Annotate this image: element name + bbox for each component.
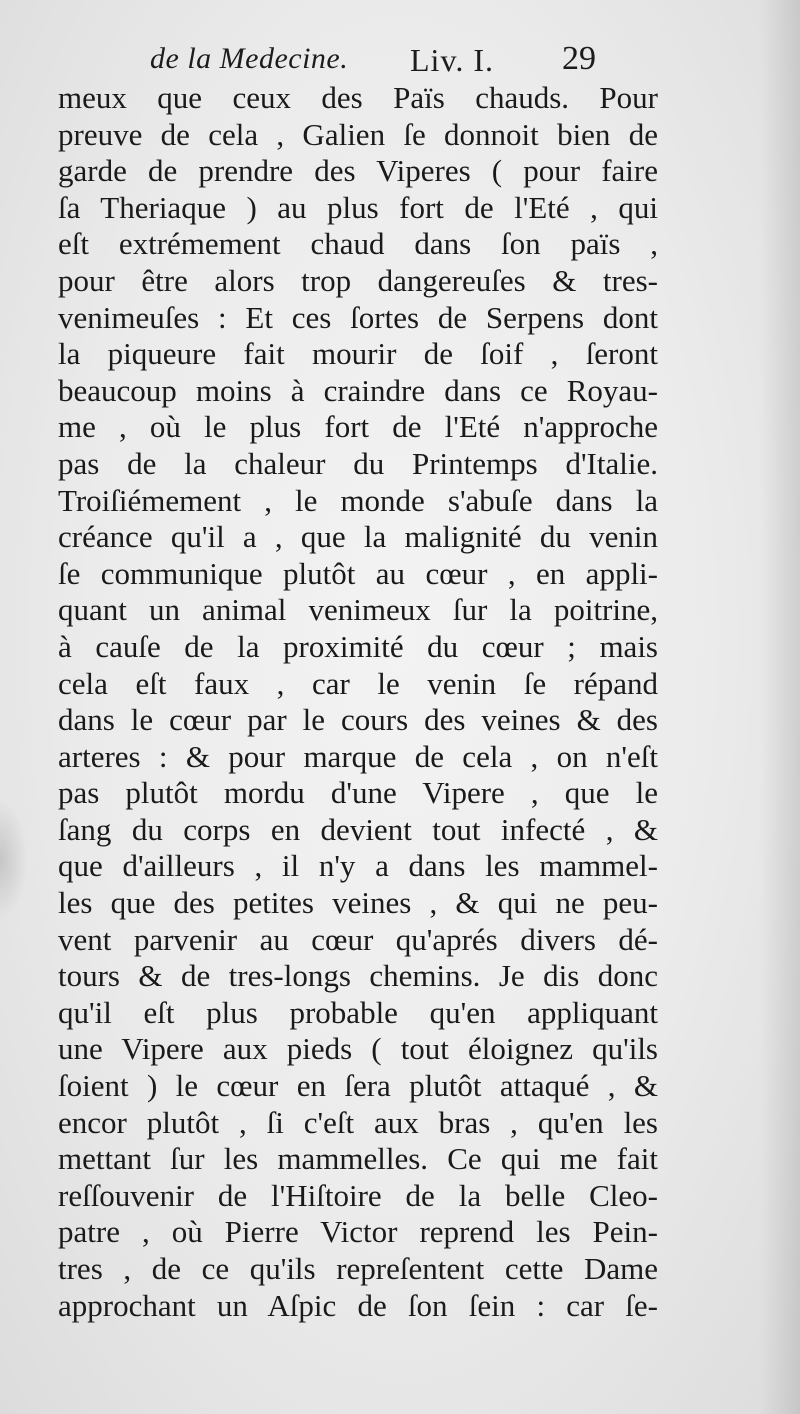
text-line: me , où le plus fort de l'Eté n'approche (58, 409, 658, 445)
text-line: preuve de cela , Galien ſe donnoit bien de (58, 116, 658, 152)
text-line: ſang du corps en devient tout infecté , & (58, 811, 658, 847)
book-reference: Liv. I. (410, 42, 495, 78)
text-line: pas plutôt mordu d'une Vipere , que le (58, 775, 658, 811)
text-line: beaucoup moins à craindre dans ce Royau- (58, 372, 658, 408)
text-line: vent parvenir au cœur qu'aprés divers dé- (58, 921, 658, 957)
text-line: tours & de tres-longs chemins. Je dis donc (58, 958, 658, 994)
text-line: eſt extrémement chaud dans ſon païs , (58, 226, 658, 262)
page-edge-shadow (760, 0, 800, 1414)
paper-stain (0, 800, 28, 920)
text-line: reſſouvenir de l'Hiſtoire de la belle Cleo- (58, 1177, 658, 1213)
text-line: Troiſiémement , le monde s'abuſe dans la (58, 482, 658, 518)
text-line: mettant ſur les mammelles. Ce qui me fait (58, 1141, 658, 1177)
text-line: la piqueure fait mourir de ſoif , ſeront (58, 336, 658, 372)
text-line: ſa Theriaque ) au plus fort de l'Eté , qui (58, 189, 658, 225)
text-line: une Vipere aux pieds ( tout éloignez qu'ils (58, 1031, 658, 1067)
page-number: 29 (562, 40, 596, 77)
text-line: qu'il eſt plus probable qu'en appliquant (58, 994, 658, 1030)
text-line: dans le cœur par le cours des veines & des (58, 702, 658, 738)
text-line: approchant un Aſpic de ſon ſein : car ſe- (58, 1287, 658, 1323)
running-title: de la Medecine. (150, 42, 349, 75)
text-line: garde de prendre des Viperes ( pour faire (58, 153, 658, 189)
text-line: tres , de ce qu'ils repreſentent cette Dame (58, 1251, 658, 1286)
text-line: que d'ailleurs , il n'y a dans les mammel- (58, 848, 658, 884)
text-line: cela eſt faux , car le venin ſe répand (58, 665, 658, 701)
text-line: pour être alors trop dangereuſes & tres- (58, 262, 658, 298)
text-line: quant un animal venimeux ſur la poitrine, (58, 592, 658, 628)
text-line: ſe communique plutôt au cœur , en appli- (58, 555, 658, 591)
text-line: les que des petites veines , & qui ne peu- (58, 885, 658, 921)
text-line: patre , où Pierre Victor reprend les Pein- (58, 1214, 658, 1250)
body-text (58, 80, 658, 1324)
text-line: arteres : & pour marque de cela , on n'eſt (58, 738, 658, 774)
text-line: ſoient ) le cœur en ſera plutôt attaqué , & (58, 1068, 658, 1104)
text-line: meux que ceux des Païs chauds. Pour (58, 80, 658, 115)
text-line: à cauſe de la proximité du cœur ; mais (58, 628, 658, 664)
text-line: pas de la chaleur du Printemps d'Italie. (58, 445, 658, 481)
text-line: créance qu'il a , que la malignité du venin (58, 519, 658, 555)
text-line: venimeuſes : Et ces ſortes de Serpens dont (58, 299, 658, 335)
text-line: encor plutôt , ſi c'eſt aux bras , qu'en les (58, 1104, 658, 1140)
